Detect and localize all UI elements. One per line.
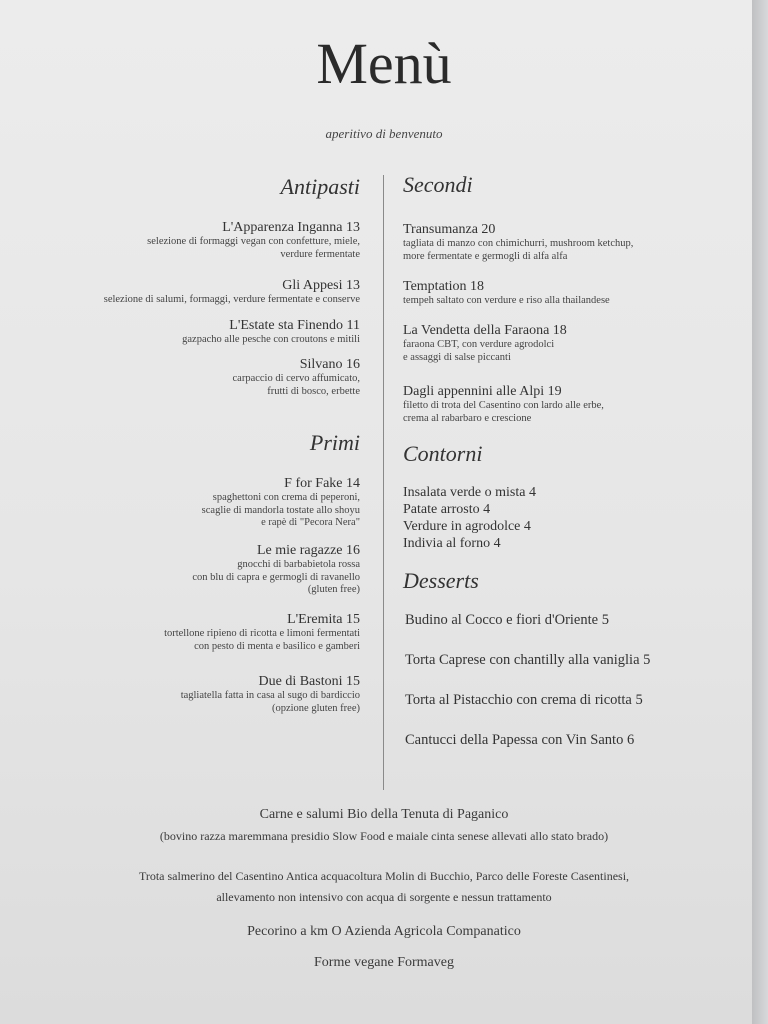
footer-line: Pecorino a km O Azienda Agricola Companatico xyxy=(247,924,521,939)
item-desc: (gluten free) xyxy=(307,584,360,595)
item-desc: carpaccio di cervo affumicato, xyxy=(232,373,360,384)
item-desc: selezione di salumi, formaggi, verdure fermentate e conserve xyxy=(103,294,360,305)
item-desc: con pesto di menta e basilico e gamberi xyxy=(194,640,360,652)
item-name: Silvano 16 xyxy=(299,357,360,372)
menu-item xyxy=(403,222,633,263)
footer-line: Trota salmerino del Casentino Antica acquacoltura Molin di Bucchio, Parco delle Foreste Casentinesi, xyxy=(138,869,630,883)
item-desc: crema al rabarbaro e crescione xyxy=(403,412,532,424)
primi-heading: Primi xyxy=(309,430,360,455)
list-item: Insalata verde o mista 4 xyxy=(403,485,536,500)
item-desc: verdure fermentate xyxy=(280,248,360,260)
item-name: Gli Appesi 13 xyxy=(282,278,360,293)
list-item: Patate arrosto 4 xyxy=(403,502,491,517)
item-desc: frutti di bosco, erbette xyxy=(267,385,360,397)
item-desc: gazpacho alle pesche con croutons e mitili xyxy=(182,334,360,345)
menu-item xyxy=(233,357,361,398)
footer-line: Carne e salumi Bio della Tenuta di Paganico xyxy=(259,807,509,822)
item-desc: (opzione gluten free) xyxy=(271,702,360,714)
menu-item xyxy=(192,543,360,597)
list-item: Verdure in agrodolce 4 xyxy=(403,519,531,534)
menu-item xyxy=(403,279,610,308)
footer-line: allevamento non intensivo con acqua di sorgente e nessun trattamento xyxy=(216,890,552,904)
list-item: Torta Caprese con chantilly alla vaniglia 5 xyxy=(405,652,651,668)
column-divider xyxy=(383,175,384,790)
desserts-heading: Desserts xyxy=(403,568,479,593)
footer-line: Forme vegane Formaveg xyxy=(314,955,454,970)
secondi-heading: Secondi xyxy=(403,172,473,197)
item-desc: filetto di trota del Casentino con lardo alle erbe, xyxy=(403,400,604,411)
menu-item xyxy=(182,318,360,347)
antipasti-heading: Antipasti xyxy=(280,174,360,199)
item-desc: spaghettoni con crema di peperoni, xyxy=(212,492,360,503)
menu-item xyxy=(403,323,567,364)
item-name: Transumanza 20 xyxy=(403,222,496,237)
menu-item xyxy=(202,476,360,530)
menu-item xyxy=(147,220,360,261)
item-name: Le mie ragazze 16 xyxy=(257,543,360,558)
item-name: L'Eremita 15 xyxy=(287,612,360,627)
item-desc: e rapè di "Pecora Nera" xyxy=(261,517,360,528)
menu-subtitle: aperitivo di benvenuto xyxy=(325,126,443,141)
menu-title: Menù xyxy=(316,31,452,96)
item-desc: gnocchi di barbabietola rossa xyxy=(237,559,360,570)
list-item: Budino al Cocco e fiori d'Oriente 5 xyxy=(405,612,609,628)
menu-item xyxy=(164,612,360,653)
item-name: L'Apparenza Inganna 13 xyxy=(222,220,360,235)
item-desc: e assaggi di salse piccanti xyxy=(403,351,511,363)
item-desc: con blu di capra e germogli di ravanello xyxy=(192,571,360,583)
list-item: Cantucci della Papessa con Vin Santo 6 xyxy=(405,732,635,748)
footer-line: (bovino razza maremmana presidio Slow Food e maiale cinta senese allevati allo stato brado) xyxy=(159,829,609,843)
item-desc: scaglie di mandorla tostate allo shoyu xyxy=(201,504,360,516)
item-name: Temptation 18 xyxy=(403,279,485,294)
item-name: F for Fake 14 xyxy=(284,476,360,491)
item-desc: tempeh saltato con verdure e riso alla thailandese xyxy=(403,295,610,306)
list-item: Indivia al forno 4 xyxy=(403,536,501,551)
contorni-list xyxy=(403,484,536,552)
item-name: Dagli appennini alle Alpi 19 xyxy=(403,384,562,399)
item-desc: faraona CBT, con verdure agrodolci xyxy=(403,339,555,350)
item-desc: tortellone ripieno di ricotta e limoni fermentati xyxy=(164,628,360,639)
item-name: La Vendetta della Faraona 18 xyxy=(403,323,567,338)
item-desc: tagliata di manzo con chimichurri, mushroom ketchup, xyxy=(403,238,634,249)
menu-item xyxy=(181,674,360,715)
item-desc: selezione di formaggi vegan con confetture, miele, xyxy=(147,236,360,247)
contorni-heading: Contorni xyxy=(403,441,483,466)
menu-item xyxy=(403,384,604,425)
list-item: Torta al Pistacchio con crema di ricotta 5 xyxy=(405,692,643,708)
menu-item xyxy=(104,278,360,307)
item-desc: more fermentate e germogli di alfa alfa xyxy=(403,250,568,262)
item-desc: tagliatella fatta in casa al sugo di bardiccio xyxy=(180,690,360,701)
item-name: L'Estate sta Finendo 11 xyxy=(229,318,360,333)
item-name: Due di Bastoni 15 xyxy=(258,674,360,689)
